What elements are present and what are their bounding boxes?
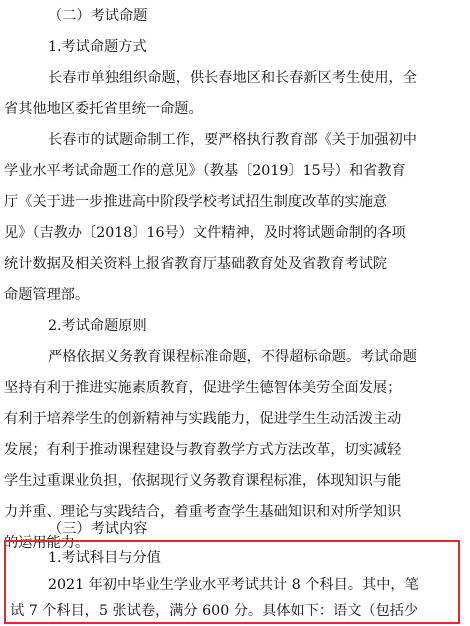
paragraph-line: 命题管理部。 <box>4 287 90 303</box>
paragraph-line: 有利于培养学生的创新精神与实践能力，促进学生生动活泼主动 <box>4 411 402 427</box>
subsection-2-title: 2.考试命题原则 <box>48 318 147 334</box>
subsection-1-title: 1.考试命题方式 <box>48 39 147 55</box>
section-3-heading: （三）考试内容 <box>48 521 148 537</box>
paragraph-line: 2021 年初中毕业生学业水平考试共计 8 个科目。其中，笔 <box>48 577 419 593</box>
paragraph-line: 发展；有利于推动课程建设与教育教学方式方法改革，切实减轻 <box>4 442 402 458</box>
paragraph-line: 统计数据及相关资料上报省教育厅基础教育处及省教育考试院 <box>4 256 388 272</box>
paragraph-line: 严格依据义务教育课程标准命题，不得超标命题。考试命题 <box>48 349 417 365</box>
paragraph-line: 学业水平考试命题工作的意见》（教基〔2019〕15号）和省教育 <box>4 163 406 179</box>
section-2-heading: （二）考试命题 <box>48 8 148 24</box>
paragraph-line: 力并重、理论与实践结合，着重考查学生基础知识和对所学知识 <box>4 504 402 520</box>
paragraph-line: 学生过重课业负担，依据现行义务教育课程标准，体现知识与能 <box>4 473 402 489</box>
paragraph-line: 的运用能力。 <box>4 535 90 551</box>
paragraph-line: 省其他地区委托省里统一命题。 <box>4 101 203 117</box>
paragraph-line: 厅《关于进一步推进高中阶段学校考试招生制度改革的实施意 <box>4 194 388 210</box>
paragraph-line: 试 7 个科目，5 张试卷，满分 600 分。具体如下：语文（包括少 <box>10 603 419 619</box>
paragraph-line: 长春市的试题命制工作，要严格执行教育部《关于加强初中 <box>48 132 417 148</box>
paragraph-line: 见》（吉教办〔2018〕16号）文件精神，及时将试题命制的各项 <box>4 225 406 241</box>
subsection-3-1-title: 1.考试科目与分值 <box>48 550 161 566</box>
paragraph-line: 坚持有利于推进实施素质教育，促进学生德智体美劳全面发展； <box>4 380 402 396</box>
paragraph-line: 长春市单独组织命题，供长春地区和长春新区考生使用，全 <box>48 70 417 86</box>
